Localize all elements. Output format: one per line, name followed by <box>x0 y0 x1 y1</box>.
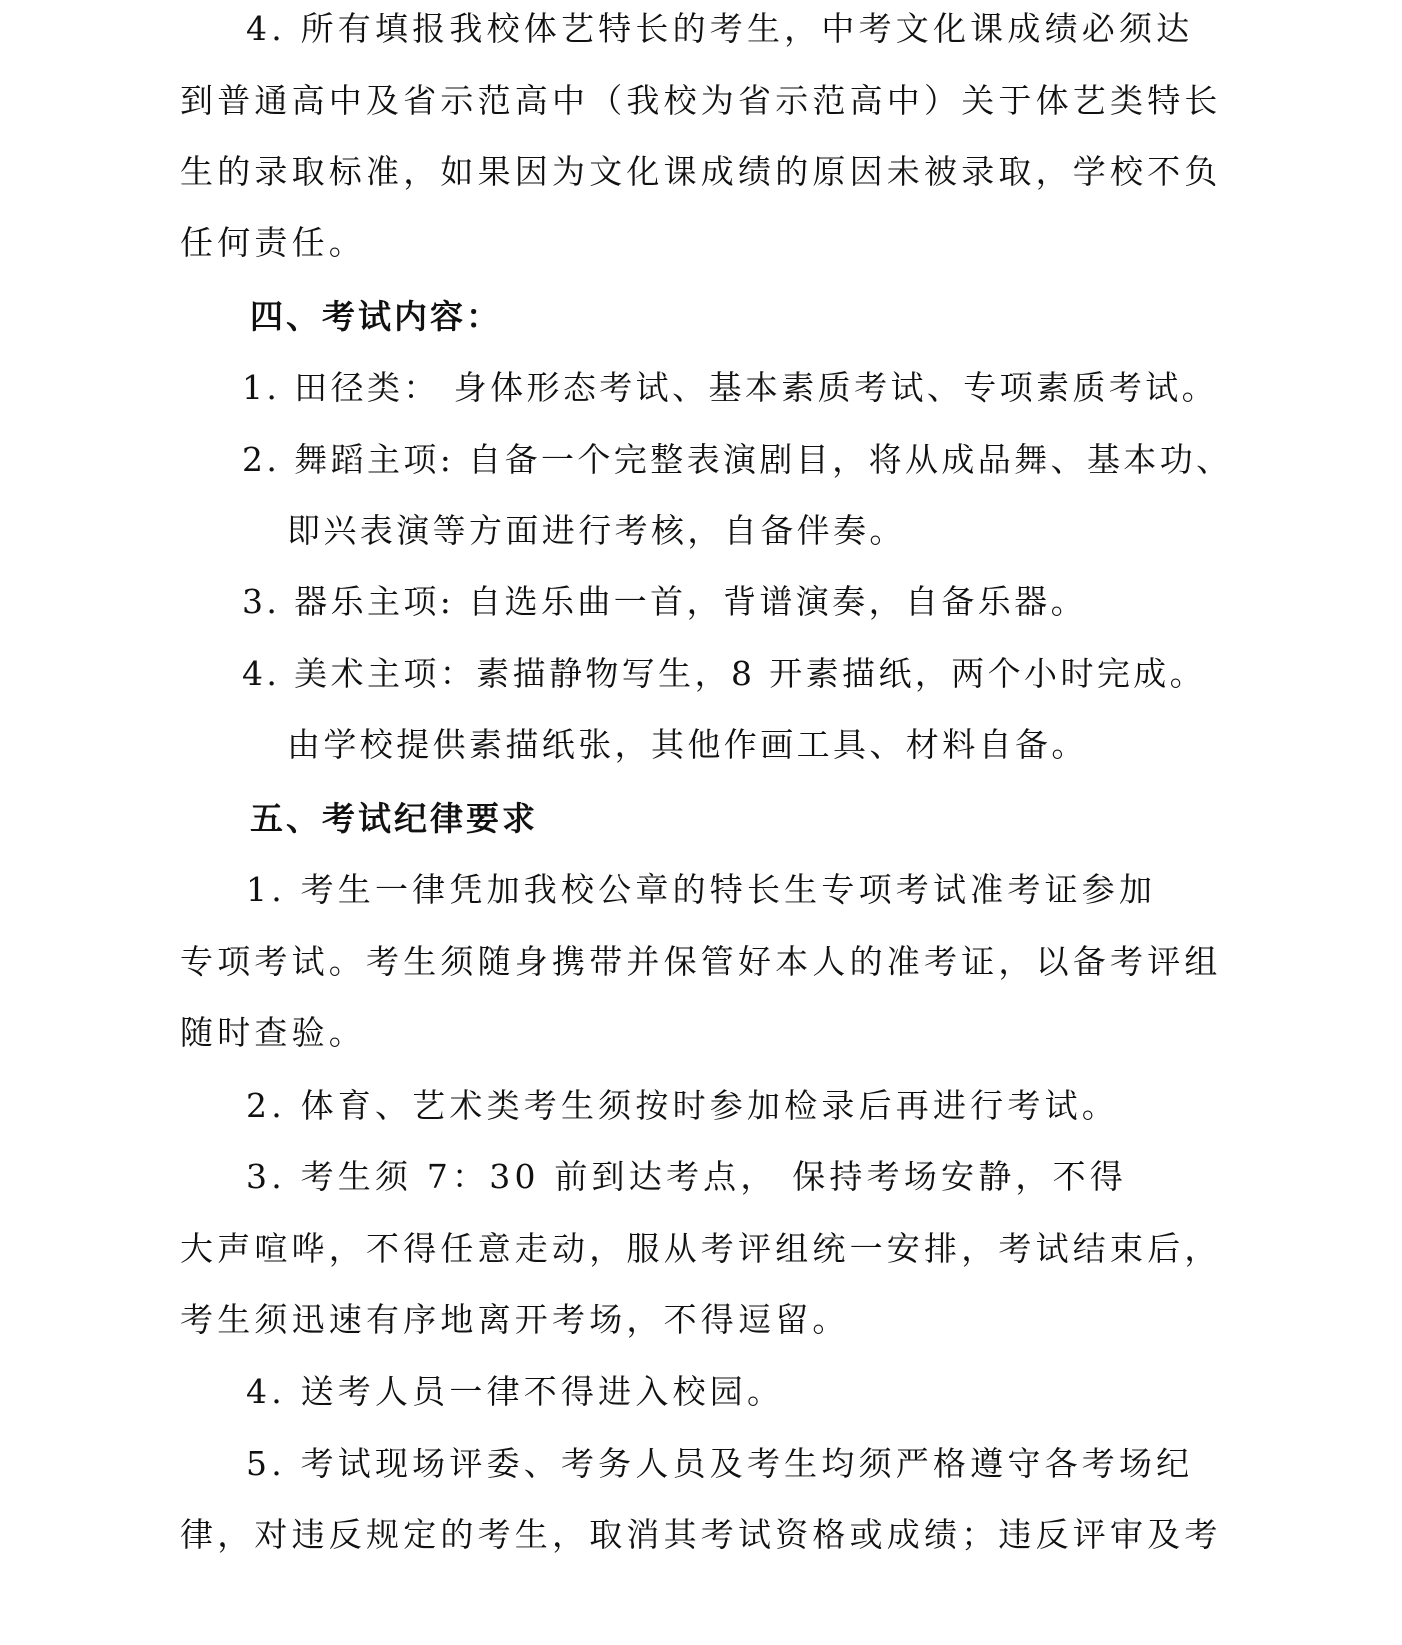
text-line: 考生须迅速有序地离开考场，不得逗留。 <box>180 1300 850 1339</box>
text-line: 由学校提供素描纸张，其他作画工具、材料自备。 <box>287 725 1088 764</box>
text-line: 4. 美术主项：素描静物写生，8 开素描纸，两个小时完成。 <box>242 654 1207 693</box>
text-line: 即兴表演等方面进行考核，自备伴奏。 <box>287 511 906 550</box>
text-line: 2. 体育、艺术类考生须按时参加检录后再进行考试。 <box>246 1086 1119 1125</box>
text-line: 4. 送考人员一律不得进入校园。 <box>246 1372 785 1411</box>
text-line: 3. 考生须 7：30 前到达考点， 保持考场安静，不得 <box>246 1157 1128 1196</box>
text-line: 5. 考试现场评委、考务人员及考生均须严格遵守各考场纪 <box>246 1444 1194 1483</box>
text-line: 3. 器乐主项: 自选乐曲一首，背谱演奏，自备乐器。 <box>242 582 1087 621</box>
text-line: 1. 田径类： 身体形态考试、基本素质考试、专项素质考试。 <box>242 368 1219 407</box>
text-line: 律，对违反规定的考生，取消其考试资格或成绩；违反评审及考 <box>180 1515 1222 1554</box>
text-line: 专项考试。考生须随身携带并保管好本人的准考证，以备考评组 <box>180 942 1222 981</box>
text-line: 4. 所有填报我校体艺特长的考生，中考文化课成绩必须达 <box>246 9 1194 48</box>
section-heading-exam-discipline: 五、考试纪律要求 <box>250 799 538 838</box>
text-line: 随时查验。 <box>180 1013 366 1052</box>
text-line: 大声喧哗，不得任意走动，服从考评组统一安排，考试结束后， <box>180 1229 1222 1268</box>
text-line: 1. 考生一律凭加我校公章的特长生专项考试准考证参加 <box>246 870 1157 909</box>
text-line: 到普通高中及省示范高中（我校为省示范高中）关于体艺类特长 <box>180 81 1222 120</box>
text-line: 生的录取标准，如果因为文化课成绩的原因未被录取，学校不负 <box>180 152 1222 191</box>
text-line: 任何责任。 <box>180 223 366 262</box>
text-line: 2. 舞蹈主项: 自备一个完整表演剧目，将从成品舞、基本功、 <box>242 440 1233 479</box>
section-heading-exam-content: 四、考试内容： <box>250 297 502 336</box>
